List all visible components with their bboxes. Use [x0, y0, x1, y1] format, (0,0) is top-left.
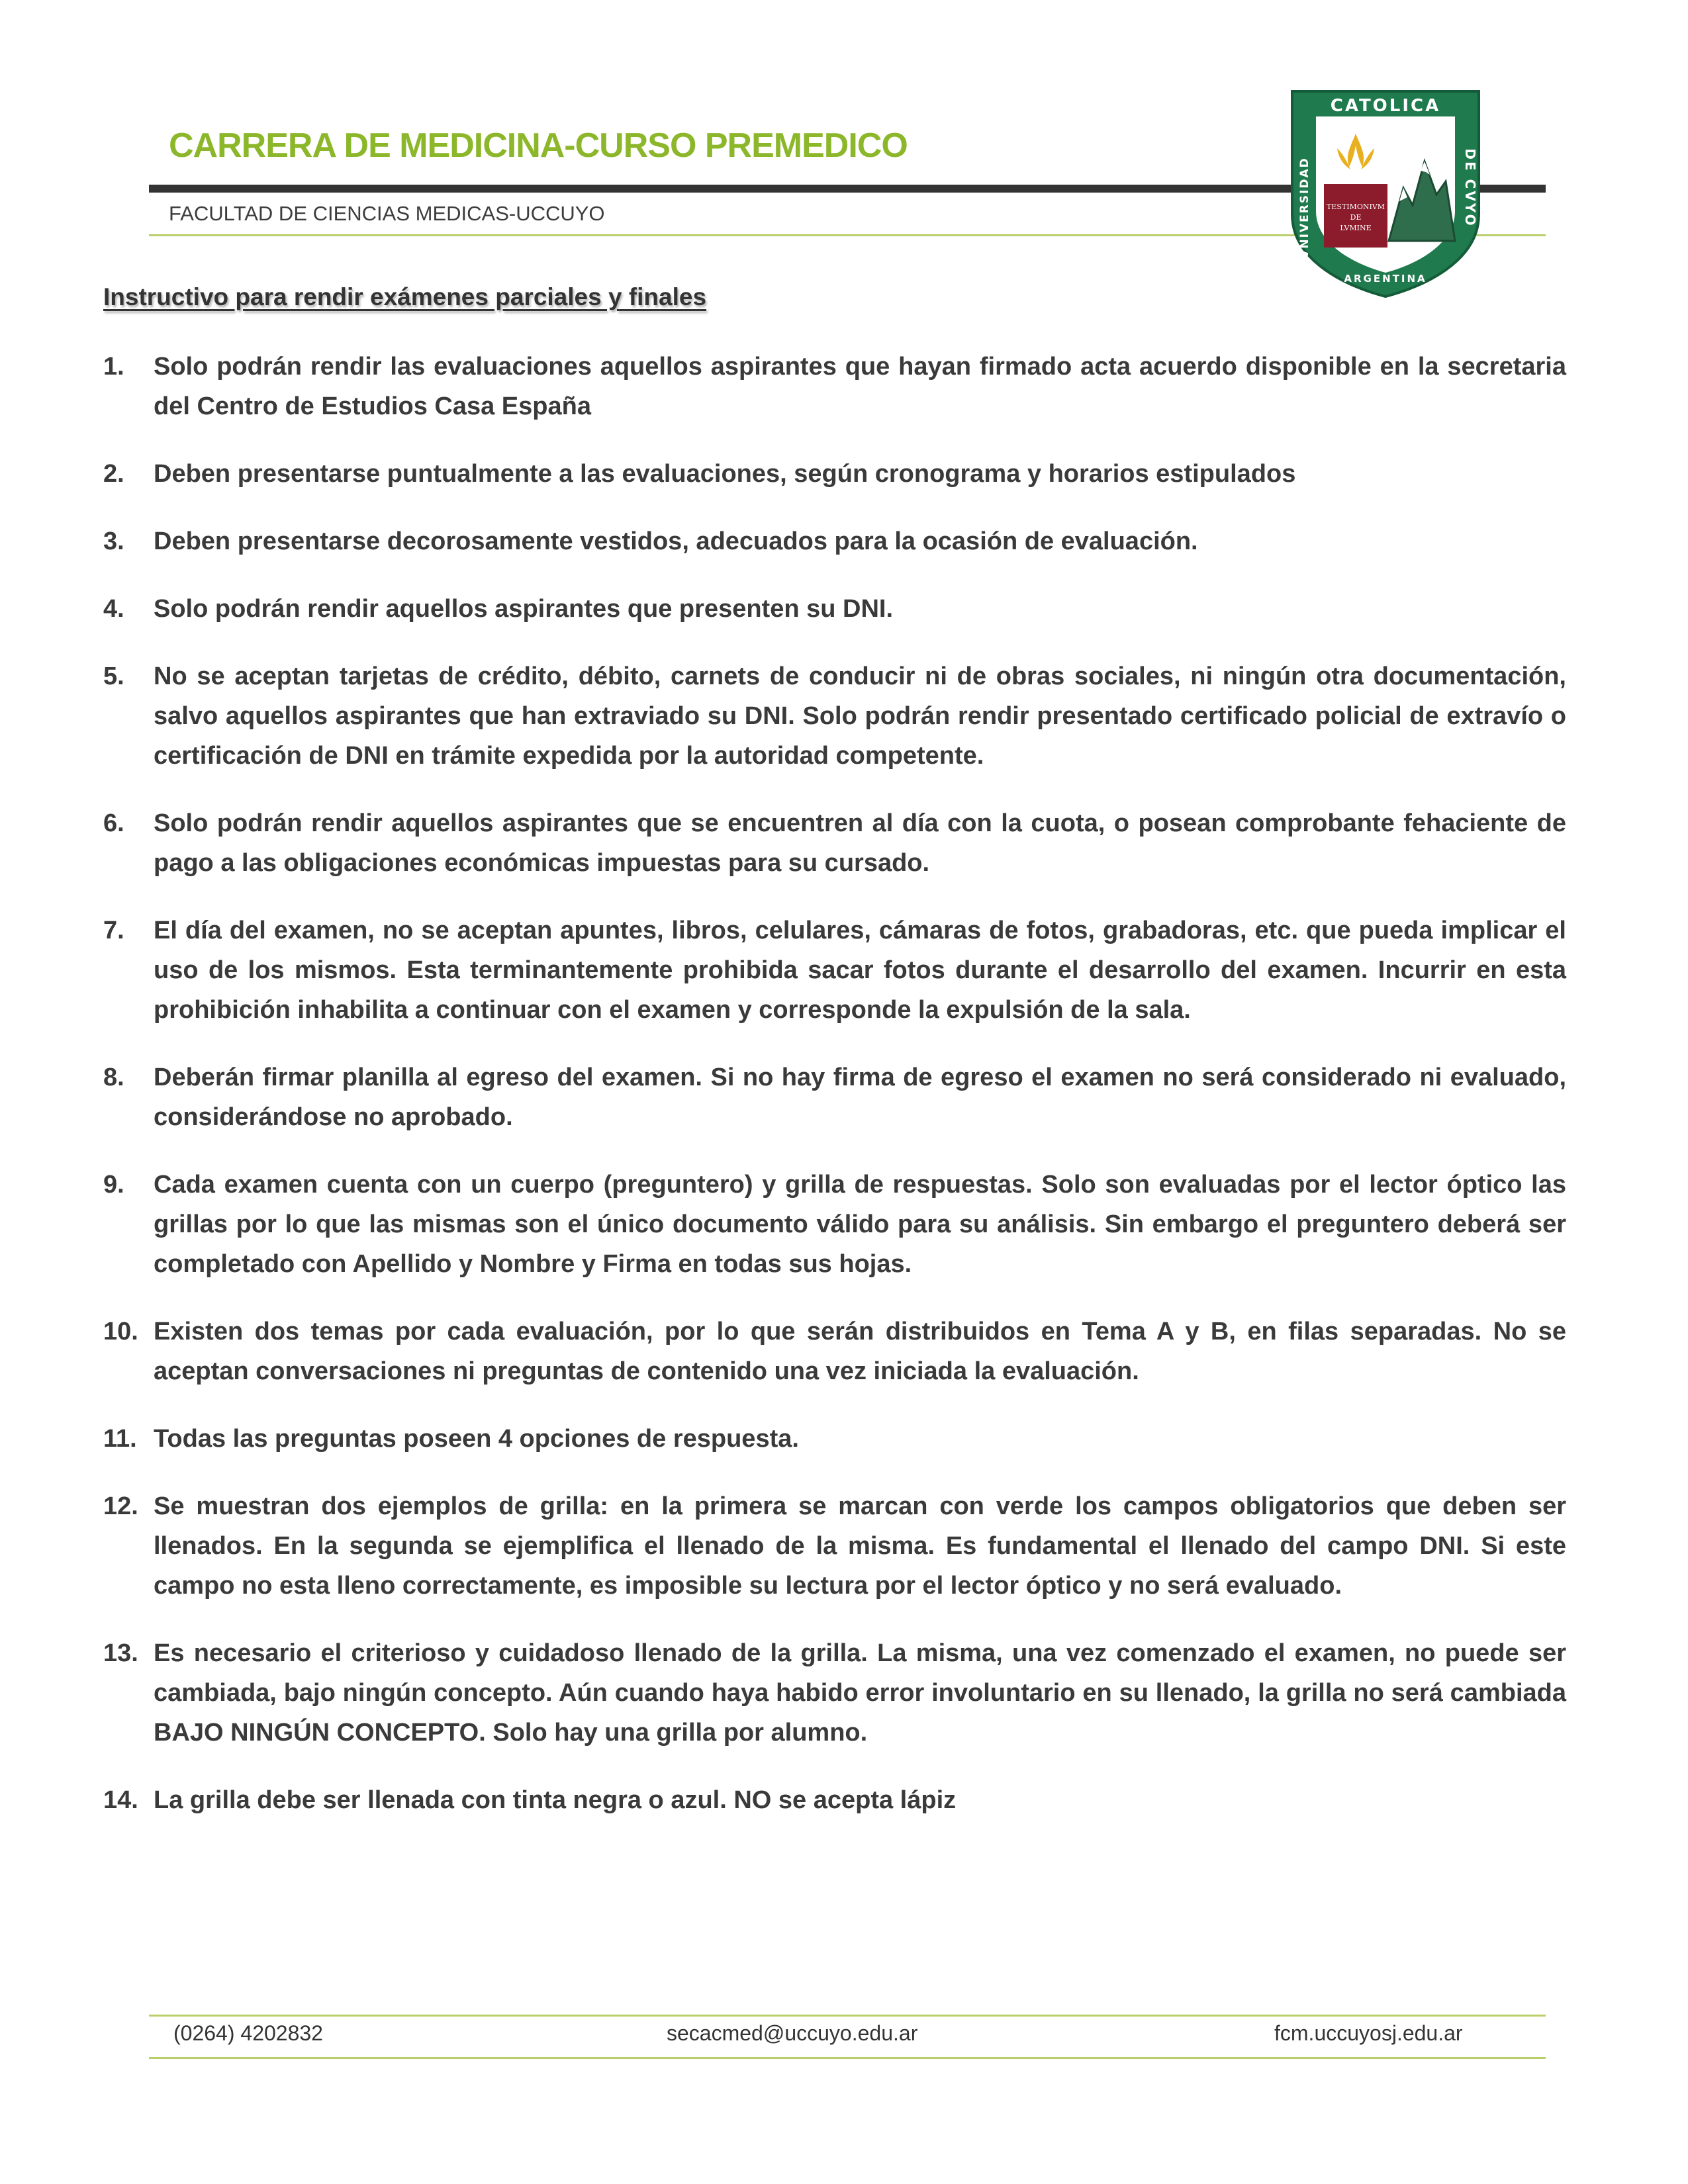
logo-motto-line-2: DE [1350, 213, 1362, 222]
footer-divider-bottom [149, 2057, 1546, 2059]
instruction-number: 5. [103, 662, 124, 690]
instruction-text: Solo podrán rendir aquellos aspirantes que presenten su DNI. [154, 595, 894, 623]
instruction-item [103, 1780, 1566, 1820]
instruction-item [103, 589, 1566, 629]
footer-email: secacmed@uccuyo.edu.ar [667, 2021, 918, 2045]
instruction-text: Deberán firmar planilla al egreso del examen. Si no hay firma de egreso el examen no será considerado ni evaluado, considerándose no aprobado. [154, 1064, 1566, 1131]
instruction-number: 3. [103, 527, 124, 555]
instruction-number: 9. [103, 1171, 124, 1199]
instruction-item [103, 911, 1566, 1030]
instruction-item [103, 1633, 1566, 1752]
footer-website: fcm.uccuyosj.edu.ar [1274, 2021, 1463, 2045]
instruction-number: 11. [103, 1425, 137, 1453]
instruction-item [103, 454, 1566, 494]
instruction-number: 6. [103, 809, 124, 837]
instruction-item [103, 1058, 1566, 1137]
footer-phone: (0264) 4202832 [173, 2021, 323, 2045]
instruction-text: Deben presentarse decorosamente vestidos, adecuados para la ocasión de evaluación. [154, 527, 1198, 555]
instruction-item [103, 1312, 1566, 1391]
instruction-number: 8. [103, 1064, 124, 1091]
instructions-list [103, 347, 1566, 1848]
instruction-item [103, 522, 1566, 561]
logo-word-left: VNIVERSIDAD [1298, 157, 1311, 259]
instruction-item [103, 803, 1566, 883]
document-heading: Instructivo para rendir exámenes parciales y finales [103, 283, 707, 310]
instruction-number: 14. [103, 1786, 138, 1814]
header-title: CARRERA DE MEDICINA-CURSO PREMEDICO [169, 126, 908, 165]
header-subtitle: FACULTAD DE CIENCIAS MEDICAS-UCCUYO [169, 202, 605, 225]
instruction-text: El día del examen, no se aceptan apuntes, libros, celulares, cámaras de fotos, grabadoras, etc. que pueda implicar el uso de los mismos. Esta terminantemente prohibida sacar fotos durante el desarrollo del examen. Incurrir en esta prohibición inhabilita a continuar con el examen y corresponde la expulsión de la sala. [154, 917, 1566, 1024]
logo-motto-line-1: TESTIMONIVM [1326, 203, 1385, 211]
instruction-number: 1. [103, 353, 124, 381]
instruction-text: Cada examen cuenta con un cuerpo (preguntero) y grilla de respuestas. Solo son evaluadas por el lector óptico las grillas por lo que las mismas son el único documento válido para su análisis. Sin embargo el preguntero deberá ser completado con Apellido y Nombre y Firma en todas sus hojas. [154, 1171, 1566, 1278]
instruction-number: 2. [103, 460, 124, 488]
instruction-item [103, 1165, 1566, 1284]
instruction-item [103, 1486, 1566, 1606]
instruction-text: Solo podrán rendir aquellos aspirantes que se encuentren al día con la cuota, o posean comprobante fehaciente de pago a las obligaciones económicas impuestas para su cursado. [154, 809, 1566, 877]
instruction-text: La grilla debe ser llenada con tinta negra o azul. NO se acepta lápiz [154, 1786, 957, 1814]
instruction-text: Solo podrán rendir las evaluaciones aquellos aspirantes que hayan firmado acta acuerdo disponible en la secretaria del Centro de Estudios Casa España [154, 353, 1566, 420]
instruction-number: 12. [103, 1492, 138, 1520]
instruction-item [103, 657, 1566, 776]
instruction-item [103, 1419, 1566, 1459]
instruction-number: 10. [103, 1318, 138, 1345]
instruction-number: 4. [103, 595, 124, 623]
instruction-number: 7. [103, 917, 124, 944]
logo-motto-line-3: LVMINE [1340, 224, 1372, 232]
instruction-item [103, 347, 1566, 426]
footer-divider-top [149, 2015, 1546, 2017]
instruction-text: Todas las preguntas poseen 4 opciones de respuesta. [154, 1425, 799, 1453]
instruction-text: Es necesario el criterioso y cuidadoso llenado de la grilla. La misma, una vez comenzado el examen, no puede ser cambiada, bajo ningún concepto. Aún cuando haya habido error involuntario en su llenado, la grilla no será cambiada BAJO NINGÚN CONCEPTO. Solo hay una grilla por alumno. [154, 1639, 1566, 1747]
logo-word-right: DE CVYO [1462, 148, 1478, 228]
instruction-text: Existen dos temas por cada evaluación, por lo que serán distribuidos en Tema A y B, en filas separadas. No se aceptan conversaciones ni preguntas de contenido una vez iniciada la evaluación. [154, 1318, 1566, 1385]
logo-word-top: CATOLICA [1330, 96, 1441, 116]
instruction-text: Se muestran dos ejemplos de grilla: en la primera se marcan con verde los campos obligatorios que deben ser llenados. En la segunda se ejemplifica el llenado de la misma. Es fundamental el llenado del campo DNI. Si este campo no esta lleno correctamente, es imposible su lectura por el lector óptico y no será evaluado. [154, 1492, 1566, 1600]
instruction-number: 13. [103, 1639, 138, 1667]
instruction-text: Deben presentarse puntualmente a las evaluaciones, según cronograma y horarios estipulados [154, 460, 1296, 488]
instruction-text: No se aceptan tarjetas de crédito, débito, carnets de conducir ni de obras sociales, ni ningún otra documentación, salvo aquellos aspirantes que han extraviado su DNI. Solo podrán rendir presentado certificado policial de extravío o certificación de DNI en trámite expedida por la autoridad competente. [154, 662, 1566, 770]
logo-word-bottom: ARGENTINA [1344, 273, 1427, 285]
university-crest-logo [1289, 89, 1481, 299]
